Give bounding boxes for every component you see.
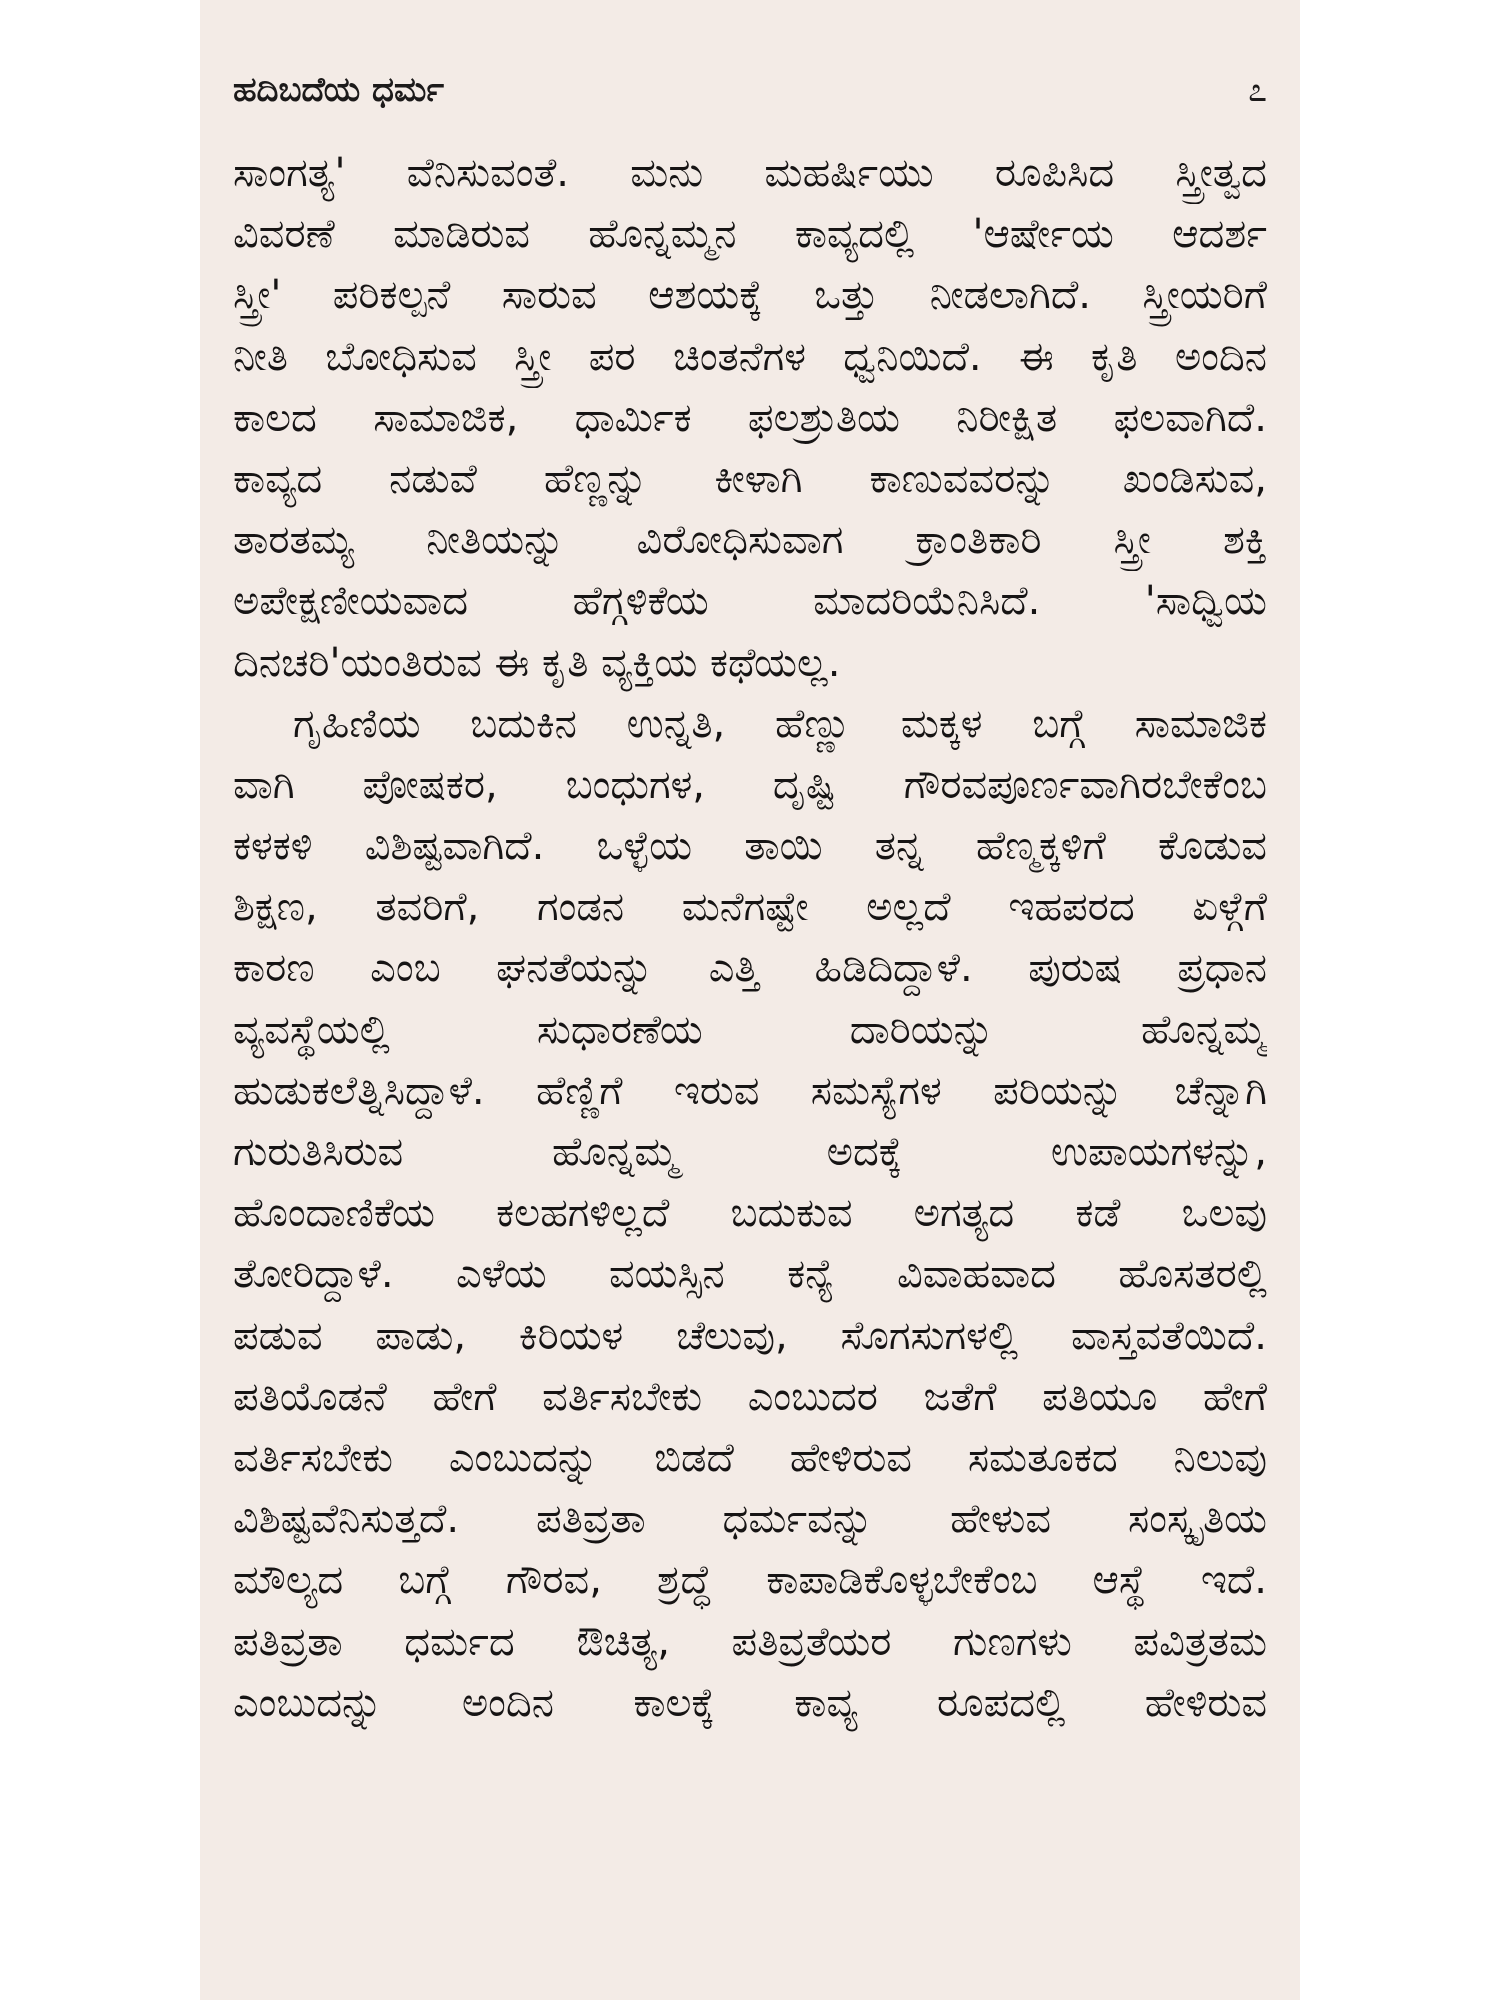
text-line-paragraph-start: ಗೃಹಿಣಿಯ ಬದುಕಿನ ಉನ್ನತಿ, ಹೆಣ್ಣು ಮಕ್ಕಳ ಬಗ್ಗೆ ಸಾಮಾಜಿಕ	[293, 700, 1267, 747]
text-line: ವಾಗಿ ಪೋಷಕರ, ಬಂಧುಗಳ, ದೃಷ್ಟಿ ಗೌರವಪೂರ್ಣವಾಗಿರಬೇಕೆಂಬ	[233, 761, 1267, 808]
page-header	[233, 70, 1267, 120]
text-line: ಶಿಕ್ಷಣ, ತವರಿಗೆ, ಗಂಡನ ಮನೆಗಷ್ಟೇ ಅಲ್ಲದೆ ಇಹಪರದ ಏಳ್ಗೆಗೆ	[233, 884, 1267, 931]
body-text	[233, 143, 1267, 1734]
text-line: ವಿಶಿಷ್ಟವೆನಿಸುತ್ತದೆ. ಪತಿವ್ರತಾ ಧರ್ಮವನ್ನು ಹೇಳುವ ಸಂಸ್ಕೃತಿಯ	[233, 1496, 1267, 1543]
text-line: ಸ್ತ್ರೀ' ಪರಿಕಲ್ಪನೆ ಸಾರುವ ಆಶಯಕ್ಕೆ ಒತ್ತು ನೀಡಲಾಗಿದೆ. ಸ್ತ್ರೀಯರಿಗೆ	[233, 272, 1267, 319]
text-line-paragraph-end: ದಿನಚರಿ'ಯಂತಿರುವ ಈ ಕೃತಿ ವ್ಯಕ್ತಿಯ ಕಥೆಯಲ್ಲ.	[233, 639, 841, 686]
text-line: ಕಳಕಳಿ ವಿಶಿಷ್ಟವಾಗಿದೆ. ಒಳ್ಳೆಯ ತಾಯಿ ತನ್ನ ಹೆಣ್ಮಕ್ಕಳಿಗೆ ಕೊಡುವ	[233, 823, 1267, 870]
text-line: ಮೌಲ್ಯದ ಬಗ್ಗೆ ಗೌರವ, ಶ್ರದ್ಧೆ ಕಾಪಾಡಿಕೊಳ್ಳಬೇಕೆಂಬ ಆಸ್ಥೆ ಇದೆ.	[233, 1557, 1267, 1604]
text-line: ಎಂಬುದನ್ನು ಅಂದಿನ ಕಾಲಕ್ಕೆ ಕಾವ್ಯ ರೂಪದಲ್ಲಿ ಹೇಳಿರುವ	[233, 1679, 1267, 1726]
book-page	[200, 0, 1300, 2000]
text-line: ಹೊಂದಾಣಿಕೆಯ ಕಲಹಗಳಿಲ್ಲದೆ ಬದುಕುವ ಅಗತ್ಯದ ಕಡೆ ಒಲವು	[233, 1190, 1267, 1237]
running-title: ಹದಿಬದೆಯ ಧರ್ಮ	[233, 70, 444, 110]
text-line: ತೋರಿದ್ದಾಳೆ. ಎಳೆಯ ವಯಸ್ಸಿನ ಕನ್ಯೆ ವಿವಾಹವಾದ ಹೊಸತರಲ್ಲಿ	[233, 1251, 1267, 1298]
text-line: ಕಾಲದ ಸಾಮಾಜಿಕ, ಧಾರ್ಮಿಕ ಫಲಶ್ರುತಿಯ ನಿರೀಕ್ಷಿತ ಫಲವಾಗಿದೆ.	[233, 394, 1267, 441]
text-line: ಪಡುವ ಪಾಡು, ಕಿರಿಯಳ ಚೆಲುವು, ಸೊಗಸುಗಳಲ್ಲಿ ವಾಸ್ತವತೆಯಿದೆ.	[233, 1312, 1267, 1359]
text-line: ಕಾರಣ ಎಂಬ ಘನತೆಯನ್ನು ಎತ್ತಿ ಹಿಡಿದಿದ್ದಾಳೆ. ಪುರುಷ ಪ್ರಧಾನ	[233, 945, 1267, 992]
text-line: ಸಾಂಗತ್ಯ' ವೆನಿಸುವಂತೆ. ಮನು ಮಹರ್ಷಿಯು ರೂಪಿಸಿದ ಸ್ತ್ರೀತ್ವದ	[233, 150, 1267, 196]
text-line: ವಿವರಣೆ ಮಾಡಿರುವ ಹೊನ್ನಮ್ಮನ ಕಾವ್ಯದಲ್ಲಿ 'ಆರ್ಷೇಯ ಆದರ್ಶ	[233, 211, 1267, 258]
text-line: ಅಪೇಕ್ಷಣೀಯವಾದ ಹೆಗ್ಗಳಿಕೆಯ ಮಾದರಿಯೆನಿಸಿದೆ. 'ಸಾಧ್ವಿಯ	[233, 578, 1267, 625]
text-line: ತಾರತಮ್ಯ ನೀತಿಯನ್ನು ವಿರೋಧಿಸುವಾಗ ಕ್ರಾಂತಿಕಾರಿ ಸ್ತ್ರೀ ಶಕ್ತಿ	[233, 517, 1267, 564]
text-line: ಹುಡುಕಲೆತ್ನಿಸಿದ್ದಾಳೆ. ಹೆಣ್ಣಿಗೆ ಇರುವ ಸಮಸ್ಯೆಗಳ ಪರಿಯನ್ನು ಚೆನ್ನಾಗಿ	[233, 1067, 1267, 1114]
text-line: ಗುರುತಿಸಿರುವ ಹೊನ್ನಮ್ಮ ಅದಕ್ಕೆ ಉಪಾಯಗಳನ್ನು,	[233, 1129, 1267, 1175]
text-line: ಕಾವ್ಯದ ನಡುವೆ ಹೆಣ್ಣನ್ನು ಕೀಳಾಗಿ ಕಾಣುವವರನ್ನು ಖಂಡಿಸುವ,	[233, 455, 1267, 502]
page-number: ೭	[1247, 70, 1267, 110]
text-line: ವ್ಯವಸ್ಥೆಯಲ್ಲಿ ಸುಧಾರಣೆಯ ದಾರಿಯನ್ನು ಹೊನ್ನಮ್ಮ	[233, 1006, 1267, 1053]
text-line: ಪತಿವ್ರತಾ ಧರ್ಮದ ಔಚಿತ್ಯ, ಪತಿವ್ರತೆಯರ ಗುಣಗಳು ಪವಿತ್ರತಮ	[233, 1618, 1267, 1665]
text-line: ನೀತಿ ಬೋಧಿಸುವ ಸ್ತ್ರೀ ಪರ ಚಿಂತನೆಗಳ ಧ್ವನಿಯಿದೆ. ಈ ಕೃತಿ ಅಂದಿನ	[233, 333, 1267, 380]
text-line: ಪತಿಯೊಡನೆ ಹೇಗೆ ವರ್ತಿಸಬೇಕು ಎಂಬುದರ ಜತೆಗೆ ಪತಿಯೂ ಹೇಗೆ	[233, 1373, 1267, 1420]
text-line: ವರ್ತಿಸಬೇಕು ಎಂಬುದನ್ನು ಬಿಡದೆ ಹೇಳಿರುವ ಸಮತೂಕದ ನಿಲುವು	[233, 1434, 1267, 1481]
